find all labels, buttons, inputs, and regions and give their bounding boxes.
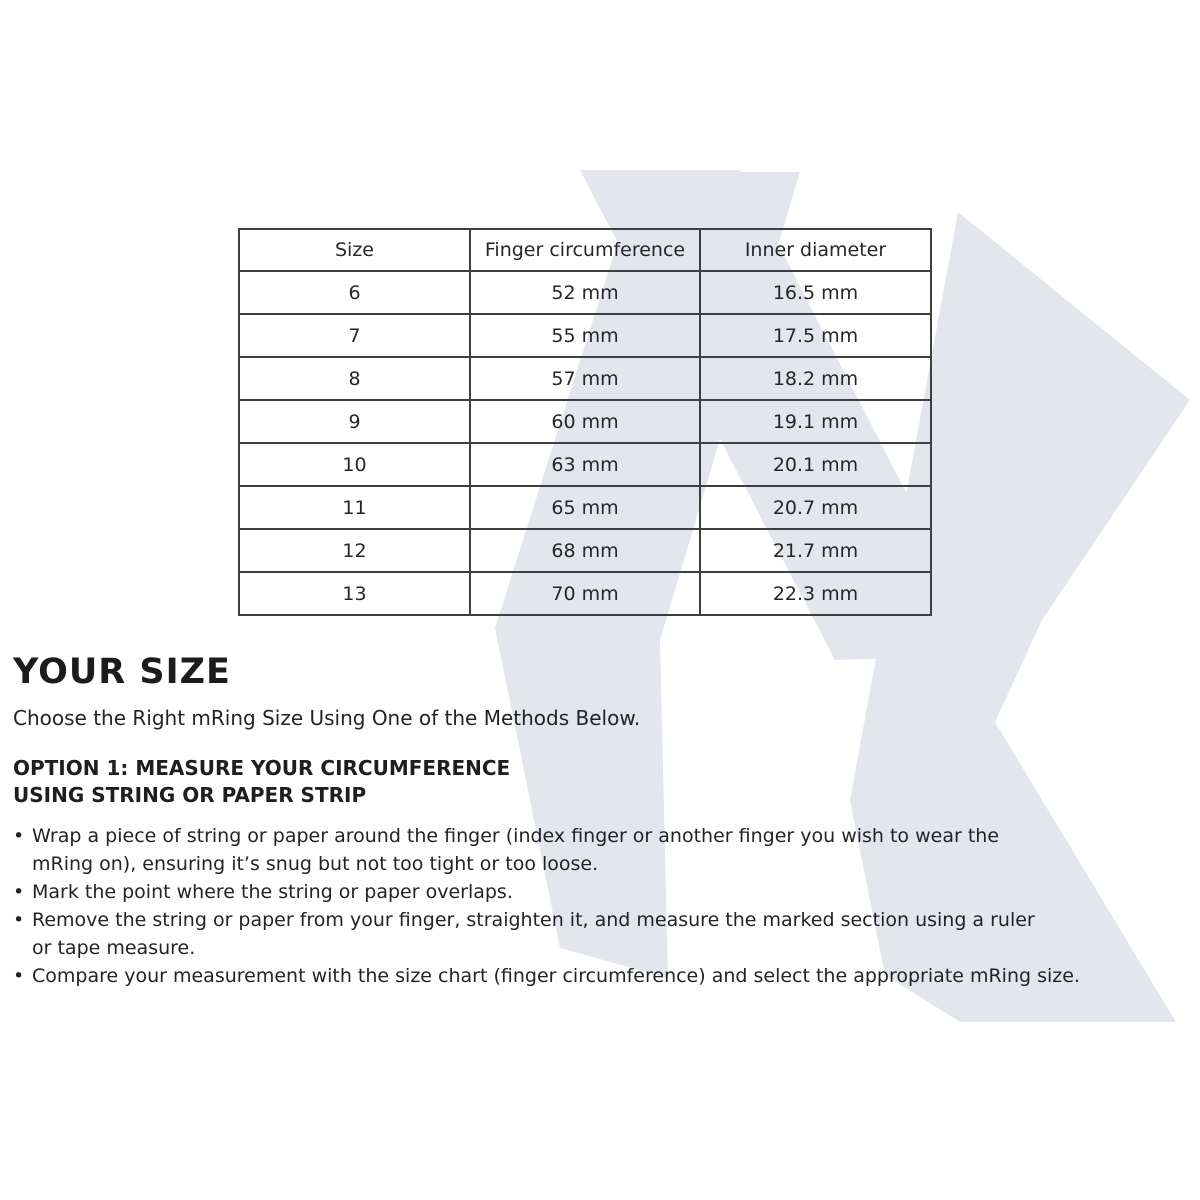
instruction-line: Mark the point where the string or paper overlaps.: [32, 881, 513, 903]
table-row: [239, 443, 931, 486]
list-item: [13, 878, 1193, 906]
list-item: [13, 906, 1193, 962]
header-finger-circumference: Finger circumference: [470, 229, 700, 271]
option1-heading-line1: OPTION 1: MEASURE YOUR CIRCUMFERENCE: [13, 756, 511, 780]
table-row: [239, 529, 931, 572]
cell-circumference: 68 mm: [470, 529, 700, 572]
cell-size: 12: [239, 529, 470, 572]
cell-diameter: 22.3 mm: [700, 572, 931, 615]
option1-heading-line2: USING STRING OR PAPER STRIP: [13, 783, 367, 807]
cell-size: 7: [239, 314, 470, 357]
cell-circumference: 57 mm: [470, 357, 700, 400]
option1-heading: [13, 755, 510, 809]
header-size: Size: [239, 229, 470, 271]
table-row: [239, 357, 931, 400]
page-subtitle: Choose the Right mRing Size Using One of the Methods Below.: [13, 706, 641, 730]
cell-diameter: 16.5 mm: [700, 271, 931, 314]
cell-size: 10: [239, 443, 470, 486]
cell-diameter: 20.1 mm: [700, 443, 931, 486]
cell-size: 13: [239, 572, 470, 615]
cell-size: 6: [239, 271, 470, 314]
cell-circumference: 52 mm: [470, 271, 700, 314]
instruction-line: or tape measure.: [32, 937, 196, 959]
table-row: [239, 486, 931, 529]
header-inner-diameter: Inner diameter: [700, 229, 931, 271]
cell-diameter: 20.7 mm: [700, 486, 931, 529]
ring-size-table: [238, 228, 932, 616]
page-title: YOUR SIZE: [13, 652, 231, 692]
bullet-icon: •: [13, 881, 25, 903]
cell-diameter: 17.5 mm: [700, 314, 931, 357]
cell-size: 9: [239, 400, 470, 443]
cell-circumference: 70 mm: [470, 572, 700, 615]
instruction-line: Compare your measurement with the size chart (finger circumference) and select the appropriate mRing size.: [32, 965, 1080, 987]
table-row: [239, 400, 931, 443]
list-item: [13, 822, 1193, 878]
bullet-icon: •: [13, 965, 25, 987]
cell-circumference: 63 mm: [470, 443, 700, 486]
cell-circumference: 65 mm: [470, 486, 700, 529]
table-row: [239, 271, 931, 314]
table-row: [239, 572, 931, 615]
instruction-line: Remove the string or paper from your finger, straighten it, and measure the marked section using a ruler: [32, 909, 1035, 931]
cell-size: 11: [239, 486, 470, 529]
table-row: [239, 314, 931, 357]
instruction-list: [13, 822, 1193, 990]
cell-diameter: 21.7 mm: [700, 529, 931, 572]
table-header-row: [239, 229, 931, 271]
instruction-line: Wrap a piece of string or paper around the finger (index finger or another finger you wish to wear the: [32, 825, 1000, 847]
bullet-icon: •: [13, 909, 25, 931]
cell-circumference: 60 mm: [470, 400, 700, 443]
cell-circumference: 55 mm: [470, 314, 700, 357]
cell-diameter: 19.1 mm: [700, 400, 931, 443]
list-item: [13, 962, 1193, 990]
bullet-icon: •: [13, 825, 25, 847]
instruction-line: mRing on), ensuring it’s snug but not too tight or too loose.: [32, 853, 599, 875]
cell-size: 8: [239, 357, 470, 400]
cell-diameter: 18.2 mm: [700, 357, 931, 400]
